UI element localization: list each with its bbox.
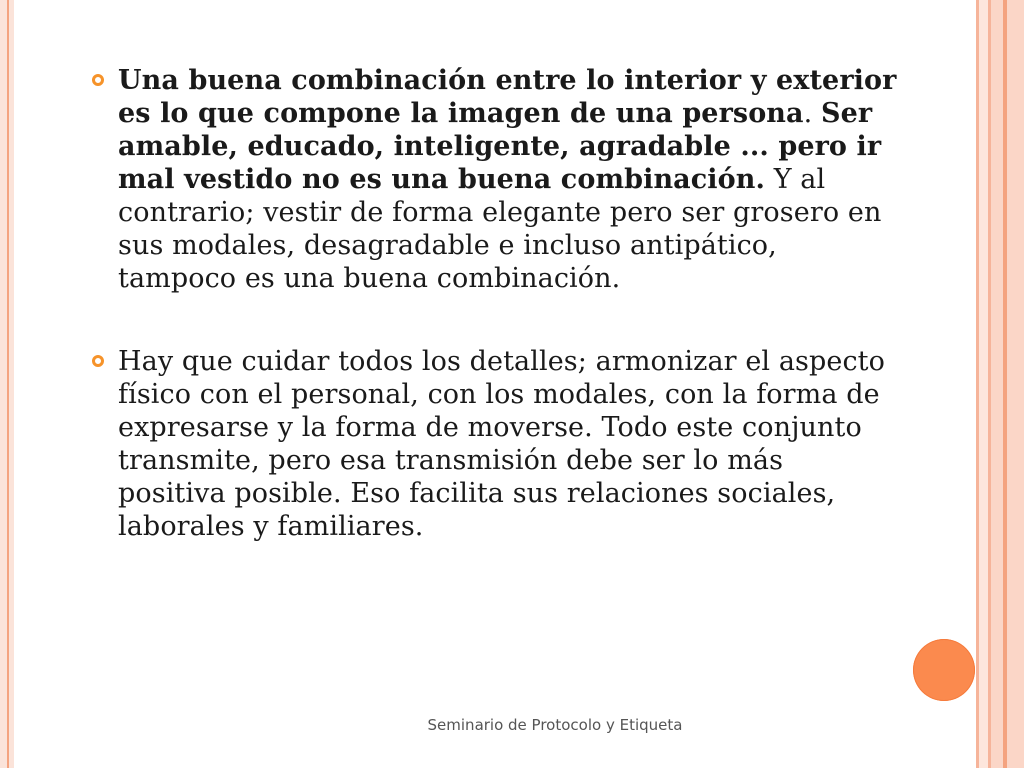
ring-bullet-icon bbox=[92, 74, 104, 86]
right-stripe bbox=[1007, 0, 1024, 768]
bullet-item-2 bbox=[88, 345, 898, 543]
decorative-circle bbox=[913, 639, 975, 701]
right-stripe bbox=[991, 0, 1003, 768]
bullet-text-segment: Una buena combinación entre lo interior y exterior es lo que compone la imagen de una persona bbox=[118, 65, 897, 129]
bullet-text-segment: Ser amable, educado, inteligente, agradable ... pero ir mal vestido no es una buena combinación. bbox=[118, 98, 882, 195]
ring-bullet-icon bbox=[92, 355, 104, 367]
bullet-text-segment: Hay que cuidar todos los detalles; armonizar el aspecto físico con el personal, con los modales, con la forma de expresarse y la forma de moverse. Todo este conjunto transmite, pero esa transmisión debe ser lo más positiva posible. Eso facilita sus relaciones sociales, laborales y familiares. bbox=[118, 346, 885, 542]
bullet-text-segment: . bbox=[803, 98, 822, 129]
slide-footer: Seminario de Protocolo y Etiqueta bbox=[427, 716, 683, 734]
bullet-text-segment: Y al contrario; vestir de forma elegante pero ser grosero en sus modales, desagradable e incluso antipático, tampoco es una buena combinación. bbox=[118, 164, 882, 294]
right-stripe bbox=[979, 0, 988, 768]
left-border-line bbox=[7, 0, 9, 768]
slide-body bbox=[88, 64, 898, 543]
bullet-item-1 bbox=[88, 64, 898, 295]
